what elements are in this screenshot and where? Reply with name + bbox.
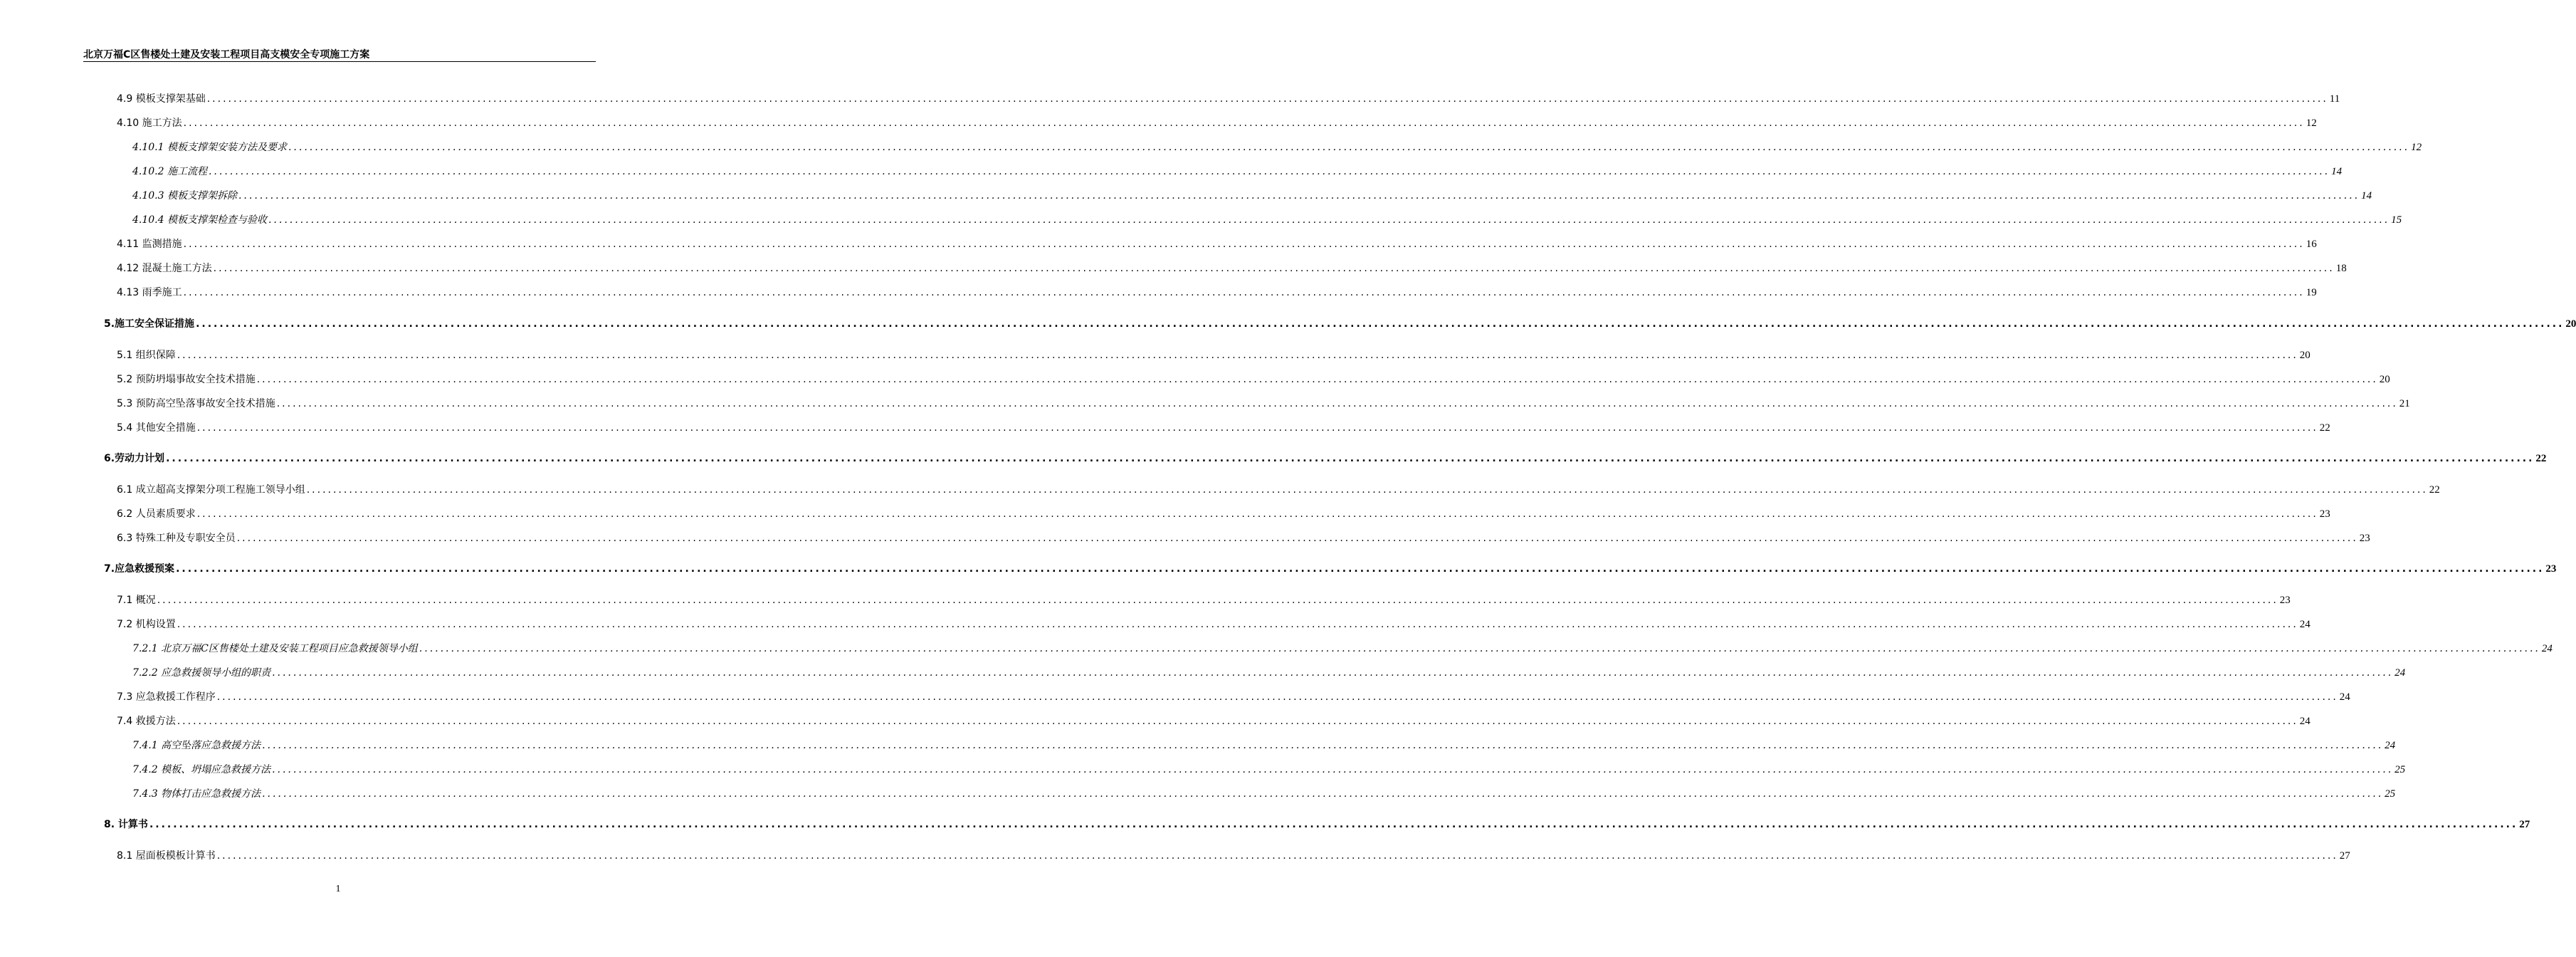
toc-entry-label: 4.10.3 模板支撑架拆除 — [132, 190, 237, 202]
toc-entry-page: 19 — [2306, 287, 2317, 298]
toc-entry-page: 14 — [2331, 166, 2343, 177]
toc-dot-leader: ................................................................................................................................................................................................................................................................................................................................................................................................................ — [196, 318, 2565, 330]
toc-entry[interactable] — [117, 530, 2370, 545]
toc-entry-label: 8. 计算书 — [104, 819, 148, 830]
toc-entry-label: 7.应急救援预案 — [104, 563, 175, 575]
toc-entry[interactable] — [117, 689, 2350, 704]
toc-entry-page: 24 — [2385, 740, 2396, 751]
toc-entry[interactable] — [117, 713, 2310, 728]
toc-entry-page: 24 — [2339, 691, 2350, 703]
toc-entry-label: 6.3 特殊工种及专职安全员 — [117, 533, 236, 544]
toc-entry-label: 4.10.2 施工流程 — [132, 166, 207, 177]
toc-entry[interactable] — [117, 506, 2330, 521]
toc-entry-page: 24 — [2299, 716, 2310, 727]
toc-entry-label: 7.3 应急救援工作程序 — [117, 691, 216, 703]
toc-dot-leader: ................................................................................................................................................................................................................................................................................................................................................................................................................ — [236, 533, 2358, 544]
toc-dot-leader: ................................................................................................................................................................................................................................................................................................................................................................................................................ — [419, 643, 2540, 654]
toc-entry[interactable] — [132, 665, 2406, 679]
toc-dot-leader: ................................................................................................................................................................................................................................................................................................................................................................................................................ — [213, 263, 2335, 274]
toc-entry-label: 5.3 预防高空坠落事故安全技术措施 — [117, 398, 275, 409]
toc-entry[interactable] — [104, 817, 2530, 831]
toc-entry-page: 24 — [2541, 643, 2553, 654]
toc-entry[interactable] — [117, 396, 2410, 410]
toc-entry[interactable] — [117, 236, 2317, 251]
toc-dot-leader: ................................................................................................................................................................................................................................................................................................................................................................................................................ — [196, 508, 2318, 520]
toc-entry-page: 22 — [2429, 484, 2440, 496]
toc-entry-page: 23 — [2319, 508, 2330, 520]
toc-entry-page: 25 — [2394, 764, 2406, 775]
toc-entry-page: 24 — [2394, 667, 2406, 679]
toc-dot-leader: ................................................................................................................................................................................................................................................................................................................................................................................................................ — [306, 484, 2428, 496]
toc-entry-label: 5.4 其他安全措施 — [117, 422, 196, 434]
toc-entry[interactable] — [117, 91, 2340, 105]
toc-entry[interactable] — [132, 140, 2422, 154]
toc-dot-leader: ................................................................................................................................................................................................................................................................................................................................................................................................................ — [272, 667, 2394, 679]
toc-entry[interactable] — [132, 786, 2396, 800]
toc-entry[interactable] — [132, 212, 2402, 226]
page-number: 1 — [335, 884, 341, 894]
toc-entry-label: 4.10 施工方法 — [117, 117, 182, 129]
toc-entry-label: 6.1 成立超高支撑架分项工程施工领导小组 — [117, 484, 305, 496]
toc-entry-page: 11 — [2329, 93, 2340, 105]
toc-entry-label: 4.13 雨季施工 — [117, 287, 182, 298]
toc-entry[interactable] — [104, 451, 2547, 465]
toc-entry-label: 7.4.3 物体打击应急救援方法 — [132, 788, 261, 800]
toc-entry[interactable] — [117, 115, 2317, 130]
toc-entry[interactable] — [117, 372, 2390, 386]
toc-entry-page: 23 — [2545, 563, 2557, 575]
toc-entry[interactable] — [132, 762, 2406, 776]
toc-entry-label: 4.10.1 模板支撑架安装方法及要求 — [132, 142, 287, 153]
toc-entry-label: 7.1 概况 — [117, 595, 156, 606]
toc-entry-label: 7.2 机构设置 — [117, 619, 176, 630]
toc-dot-leader: ................................................................................................................................................................................................................................................................................................................................................................................................................ — [176, 563, 2545, 575]
toc-entry[interactable] — [117, 617, 2310, 631]
toc-dot-leader: ................................................................................................................................................................................................................................................................................................................................................................................................................ — [166, 453, 2535, 464]
toc-entry-page: 20 — [2565, 318, 2576, 330]
toc-entry-label: 5.施工安全保证措施 — [104, 318, 195, 330]
toc-entry[interactable] — [117, 848, 2350, 862]
toc-entry-page: 12 — [2411, 142, 2422, 153]
toc-entry-page: 18 — [2335, 263, 2347, 274]
toc-entry[interactable] — [104, 561, 2557, 575]
toc-dot-leader: ................................................................................................................................................................................................................................................................................................................................................................................................................ — [262, 788, 2384, 800]
toc-entry-label: 4.12 混凝土施工方法 — [117, 263, 212, 274]
toc-entry[interactable] — [117, 347, 2310, 362]
toc-dot-leader: ................................................................................................................................................................................................................................................................................................................................................................................................................ — [216, 691, 2338, 703]
toc-dot-leader: ................................................................................................................................................................................................................................................................................................................................................................................................................ — [183, 117, 2305, 129]
toc-entry-page: 15 — [2391, 214, 2402, 226]
toc-entry-label: 7.2.1 北京万福C区售楼处土建及安装工程项目应急救援领导小组 — [132, 643, 418, 654]
toc-dot-leader: ................................................................................................................................................................................................................................................................................................................................................................................................................ — [208, 166, 2330, 177]
toc-entry[interactable] — [117, 592, 2291, 607]
toc-entry-page: 27 — [2339, 850, 2350, 862]
toc-entry-page: 22 — [2319, 422, 2330, 434]
toc-dot-leader: ................................................................................................................................................................................................................................................................................................................................................................................................................ — [268, 214, 2390, 226]
toc-entry[interactable] — [132, 641, 2553, 655]
toc-dot-leader: ................................................................................................................................................................................................................................................................................................................................................................................................................ — [276, 398, 2398, 409]
toc-entry-page: 25 — [2385, 788, 2396, 800]
toc-dot-leader: ................................................................................................................................................................................................................................................................................................................................................................................................................ — [177, 350, 2298, 361]
header-rule — [83, 61, 596, 62]
toc-entry-label: 7.2.2 应急救援领导小组的职责 — [132, 667, 271, 679]
toc-entry-page: 23 — [2359, 533, 2370, 544]
toc-entry[interactable] — [132, 188, 2372, 202]
toc-entry-page: 12 — [2306, 117, 2317, 129]
toc-entry-label: 5.1 组织保障 — [117, 350, 176, 361]
toc-entry-page: 27 — [2519, 819, 2530, 830]
toc-dot-leader: ................................................................................................................................................................................................................................................................................................................................................................................................................ — [183, 239, 2305, 250]
toc-dot-leader: ................................................................................................................................................................................................................................................................................................................................................................................................................ — [157, 595, 2278, 606]
toc-entry[interactable] — [117, 261, 2347, 275]
toc-entry-label: 5.2 预防坍塌事故安全技术措施 — [117, 374, 256, 385]
toc-entry[interactable] — [104, 316, 2576, 330]
toc-entry-page: 14 — [2361, 190, 2372, 202]
toc-dot-leader: ................................................................................................................................................................................................................................................................................................................................................................................................................ — [288, 142, 2410, 153]
toc-entry-label: 6.2 人员素质要求 — [117, 508, 196, 520]
toc-entry[interactable] — [117, 285, 2317, 299]
toc-entry-label: 7.4 救援方法 — [117, 716, 176, 727]
toc-entry-page: 22 — [2535, 453, 2547, 464]
toc-dot-leader: ................................................................................................................................................................................................................................................................................................................................................................................................................ — [196, 422, 2318, 434]
toc-entry-label: 4.9 模板支撑架基础 — [117, 93, 206, 105]
toc-entry-label: 7.4.2 模板、坍塌应急救援方法 — [132, 764, 271, 775]
toc-dot-leader: ................................................................................................................................................................................................................................................................................................................................................................................................................ — [177, 716, 2298, 727]
toc-dot-leader: ................................................................................................................................................................................................................................................................................................................................................................................................................ — [262, 740, 2384, 751]
toc-entry-label: 7.4.1 高空坠落应急救援方法 — [132, 740, 261, 751]
toc-entry-page: 20 — [2379, 374, 2390, 385]
toc-entry[interactable] — [132, 164, 2343, 178]
toc-dot-leader: ................................................................................................................................................................................................................................................................................................................................................................................................................ — [177, 619, 2298, 630]
toc-entry-label: 4.11 监测措施 — [117, 239, 182, 250]
toc-dot-leader: ................................................................................................................................................................................................................................................................................................................................................................................................................ — [206, 93, 2328, 105]
toc-dot-leader: ................................................................................................................................................................................................................................................................................................................................................................................................................ — [149, 819, 2518, 830]
toc-dot-leader: ................................................................................................................................................................................................................................................................................................................................................................................................................ — [272, 764, 2394, 775]
toc-entry-page: 20 — [2299, 350, 2310, 361]
toc-entry[interactable] — [117, 420, 2330, 434]
toc-entry[interactable] — [117, 482, 2440, 496]
running-header: 北京万福C区售楼处土建及安装工程项目高支模安全专项施工方案 — [83, 49, 370, 61]
toc-entry-page: 23 — [2279, 595, 2291, 606]
toc-entry-page: 24 — [2299, 619, 2310, 630]
toc-entry-page: 21 — [2399, 398, 2410, 409]
toc-dot-leader: ................................................................................................................................................................................................................................................................................................................................................................................................................ — [183, 287, 2305, 298]
toc-entry[interactable] — [132, 738, 2396, 752]
toc-entry-label: 6.劳动力计划 — [104, 453, 165, 464]
toc-dot-leader: ................................................................................................................................................................................................................................................................................................................................................................................................................ — [238, 190, 2360, 202]
toc-entry-page: 16 — [2306, 239, 2317, 250]
toc-dot-leader: ................................................................................................................................................................................................................................................................................................................................................................................................................ — [216, 850, 2338, 862]
toc-dot-leader: ................................................................................................................................................................................................................................................................................................................................................................................................................ — [256, 374, 2378, 385]
toc-entry-label: 8.1 屋面板模板计算书 — [117, 850, 216, 862]
toc-entry-label: 4.10.4 模板支撑架检查与验收 — [132, 214, 267, 226]
